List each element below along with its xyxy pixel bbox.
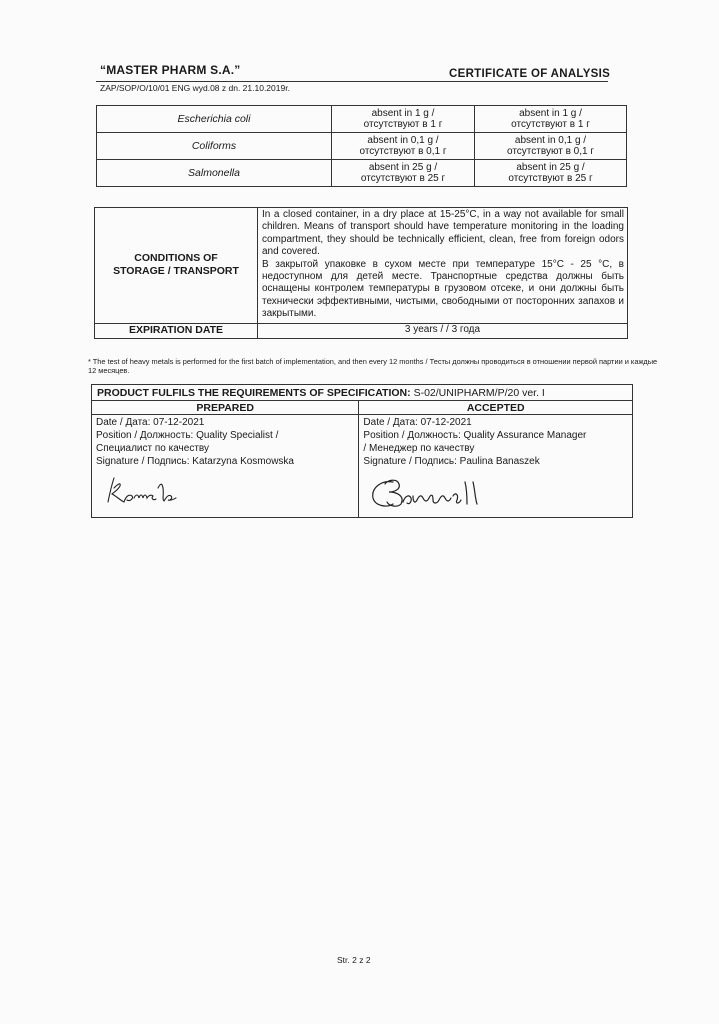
result-en: absent in 0,1 g / bbox=[514, 135, 587, 146]
test-name: Salmonella bbox=[97, 160, 332, 187]
table-row bbox=[97, 106, 627, 133]
table-row bbox=[97, 160, 627, 187]
prepared-date: Date / Дата: 07-12-2021 bbox=[96, 417, 205, 428]
result-ru: отсутствуют в 1 г bbox=[511, 119, 590, 130]
footnote: * The test of heavy metals is performed for the first batch of implementation, and then every 12 months / Тесты должны проводиться в отношении первой партии и каждые 12 месяцев. bbox=[88, 357, 658, 375]
table-row bbox=[92, 385, 633, 401]
result-cell bbox=[475, 133, 627, 160]
specification-statement bbox=[92, 385, 633, 401]
table-row bbox=[95, 208, 628, 324]
expiration-label: EXPIRATION DATE bbox=[95, 323, 258, 338]
result-ru: отсутствуют в 0,1 г bbox=[507, 146, 595, 157]
document-code: ZAP/SOP/O/10/01 ENG wyd.08 z dn. 21.10.2019r. bbox=[100, 83, 290, 93]
result-cell bbox=[475, 160, 627, 187]
table-row bbox=[92, 401, 633, 415]
table-row bbox=[92, 415, 633, 518]
requirement-cell bbox=[332, 106, 475, 133]
prepared-block bbox=[92, 415, 359, 518]
result-cell bbox=[475, 106, 627, 133]
document-title: CERTIFICATE OF ANALYSIS bbox=[449, 68, 611, 80]
table-row bbox=[97, 133, 627, 160]
storage-table bbox=[94, 207, 628, 339]
expiration-value: 3 years / / 3 года bbox=[258, 323, 628, 338]
accepted-block bbox=[359, 415, 633, 518]
accepted-position-ru: / Менеджер по качеству bbox=[363, 443, 475, 454]
accepted-heading: ACCEPTED bbox=[359, 401, 633, 415]
prepared-position: Position / Должность: Quality Specialist / bbox=[96, 430, 279, 441]
specification-code: S-02/UNIPHARM/P/20 ver. I bbox=[413, 386, 545, 399]
prepared-heading: PREPARED bbox=[92, 401, 359, 415]
test-name: Coliforms bbox=[97, 133, 332, 160]
storage-label-line1: CONDITIONS OF bbox=[134, 252, 218, 265]
requirement-cell bbox=[332, 133, 475, 160]
requirement-ru: отсутствуют в 1 г bbox=[363, 119, 443, 130]
requirement-label: PRODUCT FULFILS THE REQUIREMENTS OF SPECIFICATION: bbox=[97, 386, 411, 399]
page-number: Str. 2 z 2 bbox=[337, 955, 371, 965]
requirement-cell bbox=[332, 160, 475, 187]
handwritten-signature-banaszek bbox=[363, 474, 563, 510]
storage-text-ru: В закрытой упаковке в сухом месте при температуре 15°C - 25 °C, в недоступном для детей месте. Транспортные средства должны быть оснащены контролем температуры в грузовом отсеке, и они должны быть технически эффективными, чистыми, свободными от посторонних запахов и закрытыми. bbox=[262, 258, 624, 320]
requirement-ru: отсутствуют в 0,1 г bbox=[359, 146, 447, 157]
requirement-en: absent in 25 g / bbox=[368, 162, 438, 173]
header-divider bbox=[96, 81, 608, 82]
result-en: absent in 25 g / bbox=[516, 162, 585, 173]
storage-text-en: In a closed container, in a dry place at 15-25°C, in a way not available for small children. Means of transport should have temperature monitoring in the loading compartment, they should be technically efficient, clean, free from foreign odors and covered. bbox=[262, 209, 624, 258]
test-name: Escherichia coli bbox=[97, 106, 332, 133]
requirement-en: absent in 1 g / bbox=[371, 108, 435, 119]
requirement-en: absent in 0,1 g / bbox=[367, 135, 439, 146]
result-ru: отсутствуют в 25 г bbox=[508, 173, 593, 184]
storage-conditions bbox=[258, 208, 628, 324]
prepared-signature-label: Signature / Подпись: Katarzyna Kosmowska bbox=[96, 456, 294, 467]
requirement-ru: отсутствуют в 25 г bbox=[360, 173, 446, 184]
approval-table bbox=[91, 384, 633, 518]
accepted-date: Date / Дата: 07-12-2021 bbox=[363, 417, 472, 428]
prepared-position-ru: Специалист по качеству bbox=[96, 443, 209, 454]
storage-label-line2: STORAGE / TRANSPORT bbox=[113, 265, 239, 278]
result-en: absent in 1 g / bbox=[519, 108, 582, 119]
storage-label bbox=[95, 208, 258, 324]
microbiology-table bbox=[96, 105, 627, 187]
accepted-signature-label: Signature / Подпись: Paulina Banaszek bbox=[363, 456, 540, 467]
company-name: “MASTER PHARM S.A.” bbox=[100, 63, 241, 77]
table-row bbox=[95, 323, 628, 338]
accepted-position: Position / Должность: Quality Assurance Manager bbox=[363, 430, 587, 441]
handwritten-signature-kosmowska bbox=[96, 474, 216, 508]
